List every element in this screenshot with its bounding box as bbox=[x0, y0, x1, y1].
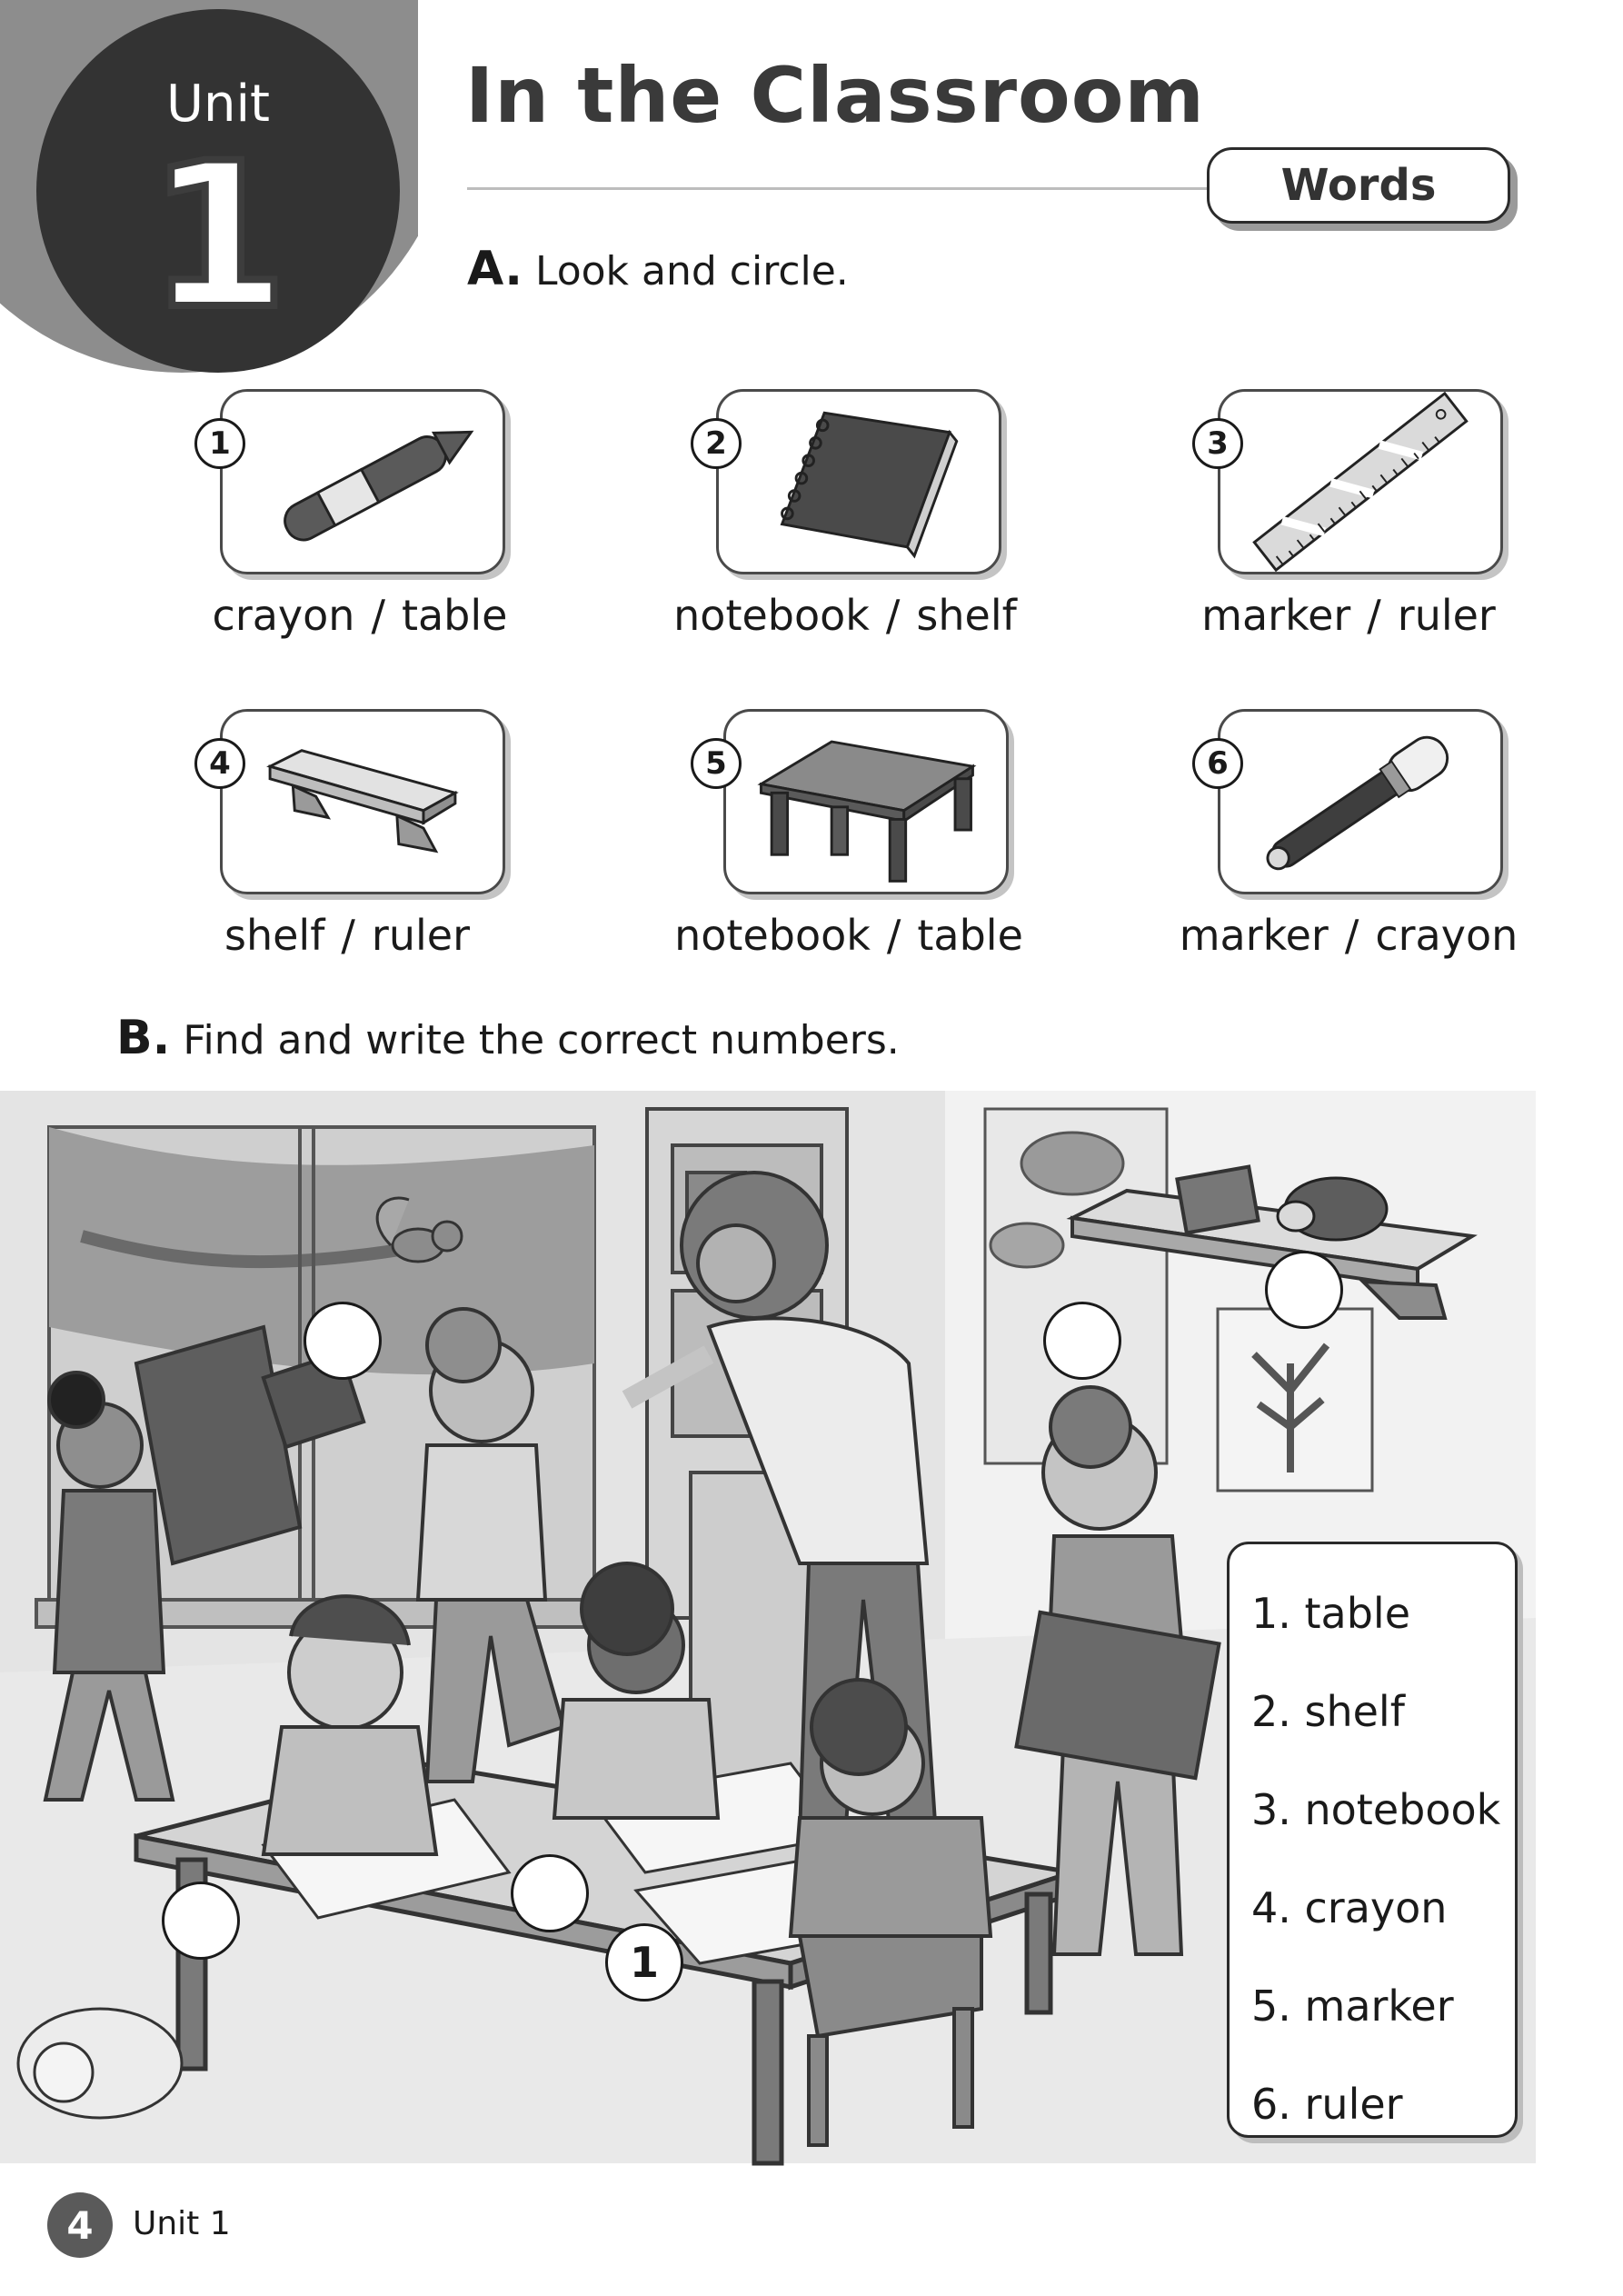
title-divider bbox=[467, 187, 1212, 190]
item-number-4: 4 bbox=[194, 738, 245, 789]
word-list-item: 3. notebook bbox=[1251, 1785, 1501, 1834]
option-word[interactable]: shelf bbox=[916, 591, 1017, 640]
answer-circle-ruler[interactable] bbox=[1043, 1302, 1121, 1380]
item-number-1: 1 bbox=[194, 418, 245, 469]
section-b-instruction: Find and write the correct numbers. bbox=[183, 1017, 900, 1063]
section-a-instruction: Look and circle. bbox=[534, 248, 849, 294]
notebook-icon bbox=[719, 392, 999, 572]
section-a-letter: A. bbox=[467, 242, 523, 296]
answer-circle-marker[interactable] bbox=[511, 1854, 589, 1932]
item-options-4 bbox=[93, 911, 602, 960]
option-word[interactable]: marker bbox=[1179, 911, 1329, 960]
item-card-3 bbox=[1218, 389, 1503, 574]
cat bbox=[18, 2009, 182, 2118]
option-word[interactable]: notebook bbox=[673, 591, 870, 640]
answer-circle-notebook[interactable] bbox=[304, 1302, 382, 1380]
item-options-2 bbox=[591, 591, 1100, 640]
word-list-item: 4. crayon bbox=[1251, 1883, 1448, 1932]
page-number: 4 bbox=[47, 2192, 113, 2258]
footer-unit-label: Unit 1 bbox=[133, 2205, 231, 2242]
word-list-item: 5. marker bbox=[1251, 1982, 1454, 2031]
section-b-heading bbox=[116, 1011, 900, 1065]
option-word[interactable]: ruler bbox=[371, 911, 470, 960]
option-word[interactable]: ruler bbox=[1397, 591, 1496, 640]
words-tab: Words bbox=[1207, 147, 1510, 224]
option-word[interactable]: notebook bbox=[674, 911, 871, 960]
word-list-box bbox=[1227, 1542, 1518, 2138]
item-card-1 bbox=[220, 389, 505, 574]
item-options-6 bbox=[1094, 911, 1603, 960]
option-separator: / bbox=[341, 911, 355, 960]
option-word[interactable]: shelf bbox=[224, 911, 325, 960]
option-separator: / bbox=[1344, 911, 1359, 960]
word-list-item: 2. shelf bbox=[1251, 1687, 1405, 1736]
option-word[interactable]: table bbox=[401, 591, 508, 640]
answer-circle-shelf[interactable] bbox=[1265, 1251, 1343, 1329]
option-separator: / bbox=[886, 911, 901, 960]
item-card-5 bbox=[723, 709, 1009, 894]
answer-circle-table: 1 bbox=[605, 1923, 683, 2002]
unit-number: 1 bbox=[148, 120, 288, 353]
option-word[interactable]: crayon bbox=[212, 591, 355, 640]
option-separator: / bbox=[1367, 591, 1381, 640]
option-separator: / bbox=[371, 591, 385, 640]
option-word[interactable]: marker bbox=[1201, 591, 1351, 640]
ruler-icon bbox=[1220, 392, 1500, 572]
section-a-heading bbox=[467, 242, 849, 296]
word-list-item: 6. ruler bbox=[1251, 2080, 1403, 2129]
crayon-icon bbox=[223, 392, 503, 572]
item-card-2 bbox=[716, 389, 1001, 574]
shelf-icon bbox=[223, 712, 503, 892]
item-number-6: 6 bbox=[1192, 738, 1243, 789]
option-separator: / bbox=[885, 591, 901, 640]
item-number-5: 5 bbox=[691, 738, 742, 789]
item-number-3: 3 bbox=[1192, 418, 1243, 469]
item-card-4 bbox=[220, 709, 505, 894]
page-title: In the Classroom bbox=[465, 51, 1205, 140]
option-word[interactable]: crayon bbox=[1375, 911, 1518, 960]
item-card-6 bbox=[1218, 709, 1503, 894]
section-b-letter: B. bbox=[116, 1011, 171, 1065]
item-options-5 bbox=[594, 911, 1103, 960]
unit-label: Unit bbox=[166, 75, 270, 134]
word-list-item: 1. table bbox=[1251, 1589, 1411, 1638]
marker-icon bbox=[1220, 712, 1500, 892]
item-options-1 bbox=[105, 591, 614, 640]
option-word[interactable]: table bbox=[917, 911, 1023, 960]
answer-circle-crayon[interactable] bbox=[162, 1882, 240, 1960]
item-options-3 bbox=[1094, 591, 1603, 640]
table-icon bbox=[726, 712, 1006, 892]
item-number-2: 2 bbox=[691, 418, 742, 469]
